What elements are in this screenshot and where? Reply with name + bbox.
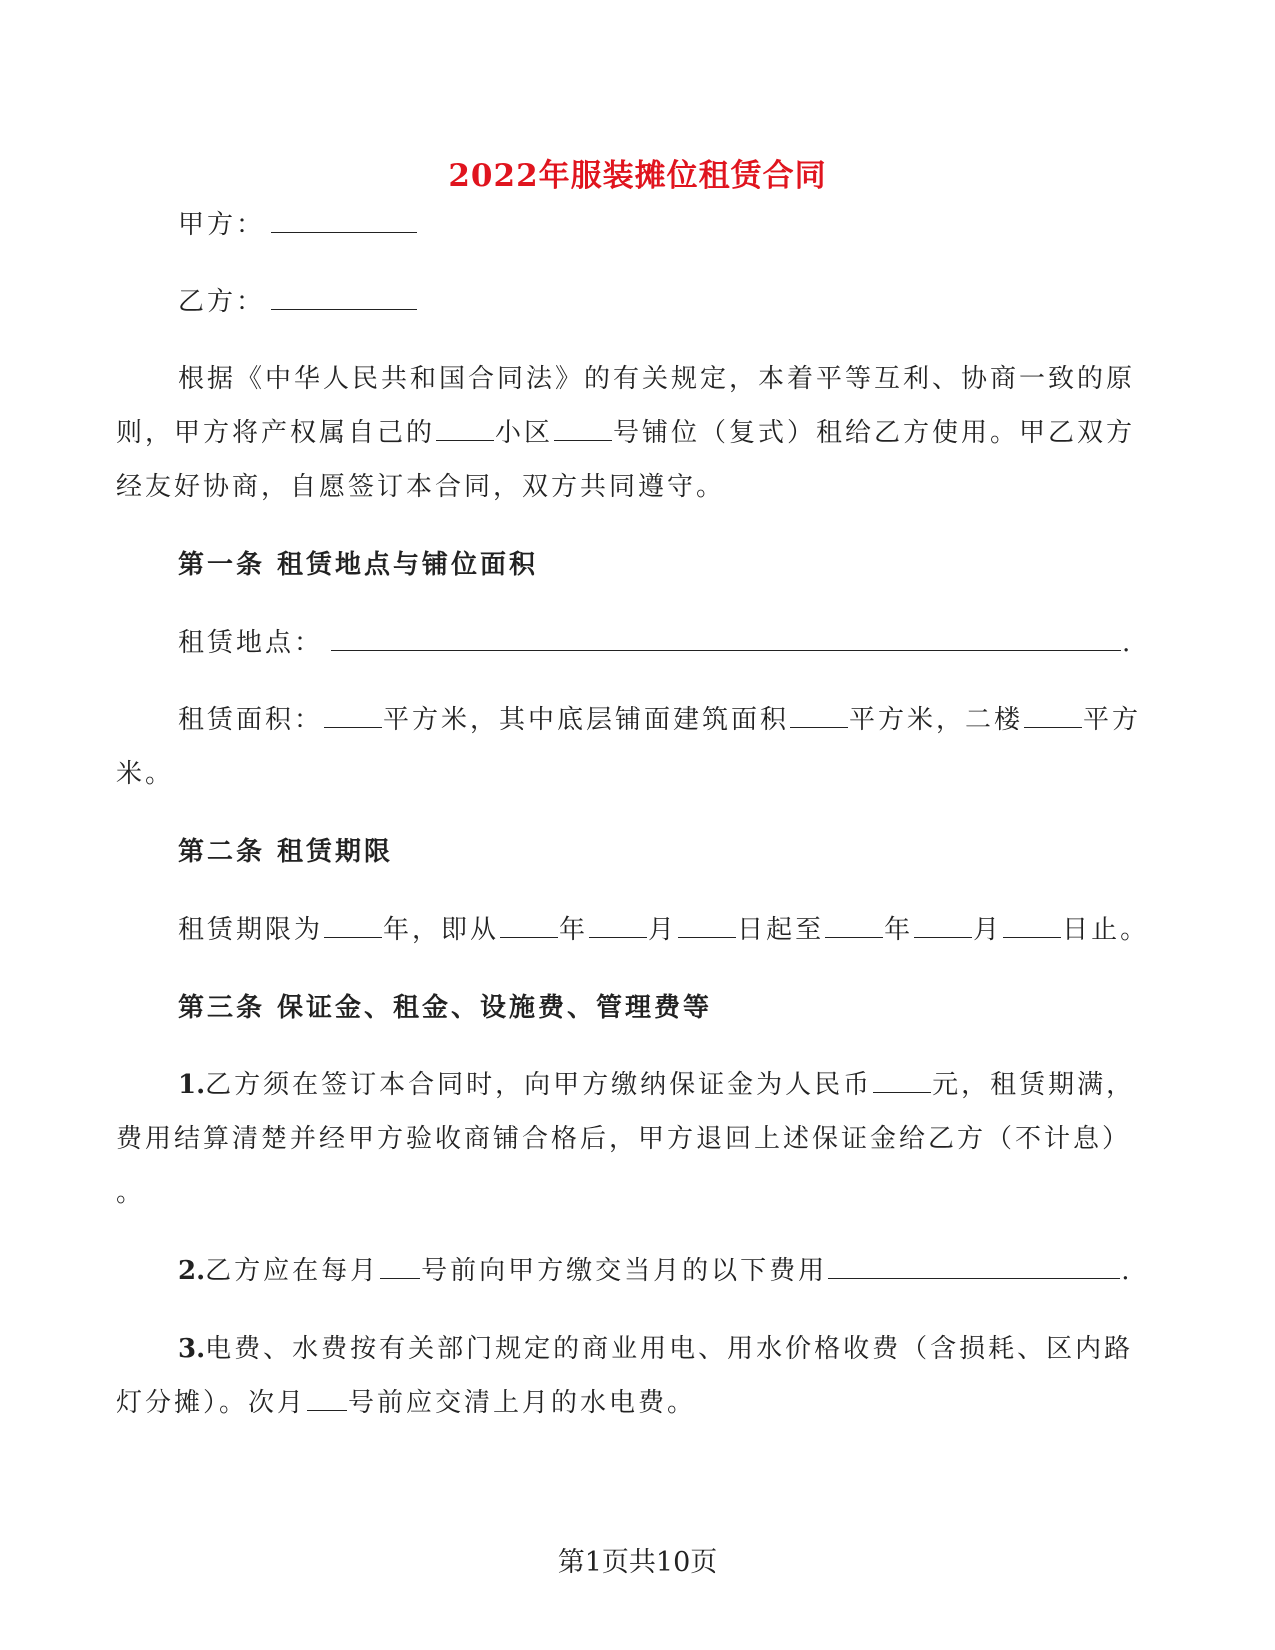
party-b-line [178, 274, 1181, 330]
item-3-text: 灯分摊）。次月 [116, 1388, 307, 1418]
item-2-number: 2. [178, 1256, 206, 1286]
area-text: 租赁面积： [178, 705, 324, 735]
start-month-blank [589, 911, 647, 938]
article-3-heading: 第三条 保证金、租金、设施费、管理费等 [178, 993, 713, 1023]
term-text: 年 [559, 915, 589, 945]
item-3-text: 电费、水费按有关部门规定的商业用电、用水价格收费（含损耗、区内路 [205, 1334, 1134, 1364]
stall-number-blank [554, 414, 612, 441]
term-text: 日止。 [1062, 915, 1150, 945]
ground-area-blank [790, 701, 848, 728]
item-2-text: 乙方应在每月 [205, 1256, 380, 1286]
location-line [178, 615, 1181, 671]
area-text: 平方米，其中底层铺面建筑面积 [383, 705, 790, 735]
party-b-label: 乙方： [178, 287, 266, 317]
community-blank [436, 414, 494, 441]
item-1-text: 乙方须在签订本合同时，向甲方缴纳保证金为人民币 [205, 1070, 873, 1100]
term-text: 月 [648, 915, 678, 945]
intro-text: 小区 [495, 418, 554, 448]
article-1-heading: 第一条 租赁地点与铺位面积 [178, 550, 539, 580]
start-day-blank [678, 911, 736, 938]
area-line-end: 米。 [116, 759, 175, 789]
payment-day-blank [380, 1252, 420, 1279]
term-text: 年，即从 [383, 915, 500, 945]
item-1-line-3: 。 [116, 1178, 146, 1208]
item-1-text: 元，租赁期满， [932, 1070, 1136, 1100]
document-title: 2022年服装摊位租赁合同 [448, 158, 827, 194]
term-text: 日起至 [737, 915, 825, 945]
utility-day-blank [307, 1384, 347, 1411]
item-3-text: 号前应交清上月的水电费。 [348, 1388, 697, 1418]
end-day-blank [1003, 911, 1061, 938]
area-text: 平方米，二楼 [849, 705, 1024, 735]
end-year-blank [825, 911, 883, 938]
second-floor-area-blank [1024, 701, 1082, 728]
item-3-line-2 [116, 1375, 1181, 1431]
area-line [178, 692, 1181, 748]
deposit-blank [873, 1066, 931, 1093]
item-2-line [178, 1243, 1181, 1299]
item-3-number: 3. [178, 1334, 206, 1364]
term-years-blank [324, 911, 382, 938]
intro-line-1: 根据《中华人民共和国合同法》的有关规定，本着平等互利、协商一致的原 [178, 364, 1136, 394]
end-month-blank [914, 911, 972, 938]
fees-blank [828, 1252, 1120, 1279]
intro-text: 则，甲方将产权属自己的 [116, 418, 436, 448]
party-b-blank [271, 283, 417, 310]
location-label: 租赁地点： [178, 628, 324, 658]
item-3-line-1 [178, 1321, 1181, 1377]
party-a-blank [271, 206, 417, 233]
intro-line-3: 经友好协商，自愿签订本合同，双方共同遵守。 [116, 472, 726, 502]
term-text: 月 [973, 915, 1003, 945]
item-2-end: . [1121, 1256, 1133, 1286]
term-text: 年 [884, 915, 914, 945]
party-a-line [178, 197, 1181, 253]
term-text: 租赁期限为 [178, 915, 324, 945]
item-1-number: 1. [178, 1070, 206, 1100]
article-2-heading: 第二条 租赁期限 [178, 837, 394, 867]
item-1-line-2: 费用结算清楚并经甲方验收商铺合格后，甲方退回上述保证金给乙方（不计息） [116, 1124, 1132, 1154]
item-2-text: 号前向甲方缴交当月的以下费用 [421, 1256, 828, 1286]
term-line [178, 902, 1181, 958]
intro-line-2 [116, 405, 1181, 461]
start-year-blank [500, 911, 558, 938]
location-end: . [1122, 628, 1134, 658]
location-blank [331, 624, 1121, 651]
party-a-label: 甲方： [178, 210, 266, 240]
area-text: 平方 [1083, 705, 1142, 735]
intro-text: 号铺位（复式）租给乙方使用。甲乙双方 [613, 418, 1136, 448]
item-1-line-1 [178, 1057, 1181, 1113]
total-area-blank [324, 701, 382, 728]
page-footer: 第1页共10页 [557, 1547, 718, 1578]
